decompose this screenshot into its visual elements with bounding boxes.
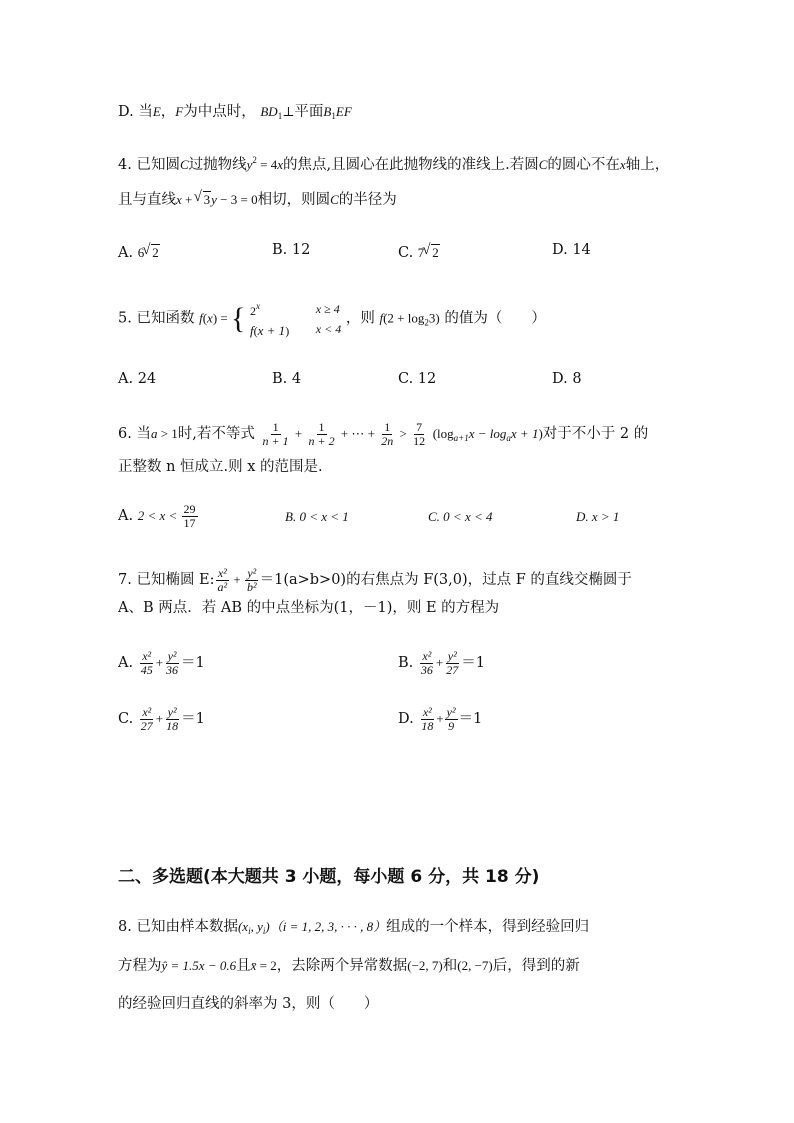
option-d-line: D. 当E，F为中点时， $BD_1\perp$平面$B_1EF$ [118,104,352,121]
question-4-option-b: B. 12 [272,242,311,258]
question-7-line-2: A、B 两点．若 AB 的中点坐标为(1，－1)，则 E 的方程为 [118,600,500,616]
section-heading-multi-choice: 二、多选题(本大题共 3 小题，每小题 6 分，共 18 分) [118,867,540,887]
question-5-option-b: B. 4 [272,371,302,387]
question-8-line-1: 8. 已知由样本数据($x_i$, $y_i)(i = 1$, 2, 3, · · · , 8）组成的一个样本，得到经验回归 [118,919,590,936]
question-7-option-c: C. $\frac{\text{x²}}{27}$ + $\frac{\text{y²}}{18}$ ＝1 [118,704,205,733]
question-7-option-b: B. $\frac{\text{x²}}{36}$ + $\frac{\text{y²}}{27}$ ＝1 [398,648,485,677]
question-8-line-3: 的经验回归直线的斜率为 3，则（ ） [118,996,379,1012]
question-6-option-a: A. 2 < x < $\frac{29}{17}$ [118,501,196,530]
question-6-option-d: D. x > 1 [576,509,620,524]
question-6-option-c: C. 0 < x < 4 [428,509,493,524]
question-6-line-1: 6. 当a > 1时,若不等式 $\frac{1}{n + 1}$ + $\frac{1}{n + 2}$ + ⋯ + $\frac{1}{2n}$ > $\frac{7}{12}$ $(\log_{a+1}x - \log_ax + 1)$对于不小于 2 的 [118,419,649,448]
question-5-option-c: C. 12 [398,371,437,387]
question-4-option-d: D. 14 [552,242,591,258]
question-4-line-1: 4. 已知圆C过抛物线$y^2 = 4x$的焦点,且圆心在此抛物线的准线上.若圆C的圆心不在x轴上， [118,155,670,173]
question-4-option-a: A. 6√ 2 [118,243,160,263]
question-7-option-d: D. $\frac{\text{x²}}{18}$ + $\frac{\text{y²}}{9}$ ＝1 [398,704,483,733]
question-4-option-c: C. 7√ 2 [398,243,440,263]
question-5-line: 5. 已知函数 f(x) = { 2$^x$ f(x + 1) x ≥ 4 x < 4 ，则 $f(2 + \log_23)$ 的值为（ ） [118,301,546,338]
question-8-line-2: 方程为ŷ = 1.5x − 0.6且x̄ = 2，去除两个异常数据(−2, 7)和(2, −7)后，得到的新 [118,958,580,974]
question-5-option-a: A. 24 [118,371,157,387]
question-7-line-1: 7. 已知椭圆 E: $\frac{\text{x²}}{\text{a²}}$ + $\frac{\text{y²}}{\text{b²}}$ ＝1(a>b>0)的右焦点为 F(3,0)，过点 F 的直线交椭圆于 [118,565,632,594]
question-4-line-2: 且与直线x + √ 3y − 3 = 0相切，则圆C的半径为 [118,190,397,210]
question-7-option-a: A. $\frac{\text{x²}}{45}$ + $\frac{\text{y²}}{36}$ ＝1 [118,648,205,677]
question-6-line-2: 正整数 n 恒成立.则 x 的范围是. [118,459,323,475]
question-6-option-b: B. 0 < x < 1 [285,509,349,524]
question-5-option-d: D. 8 [552,371,582,387]
